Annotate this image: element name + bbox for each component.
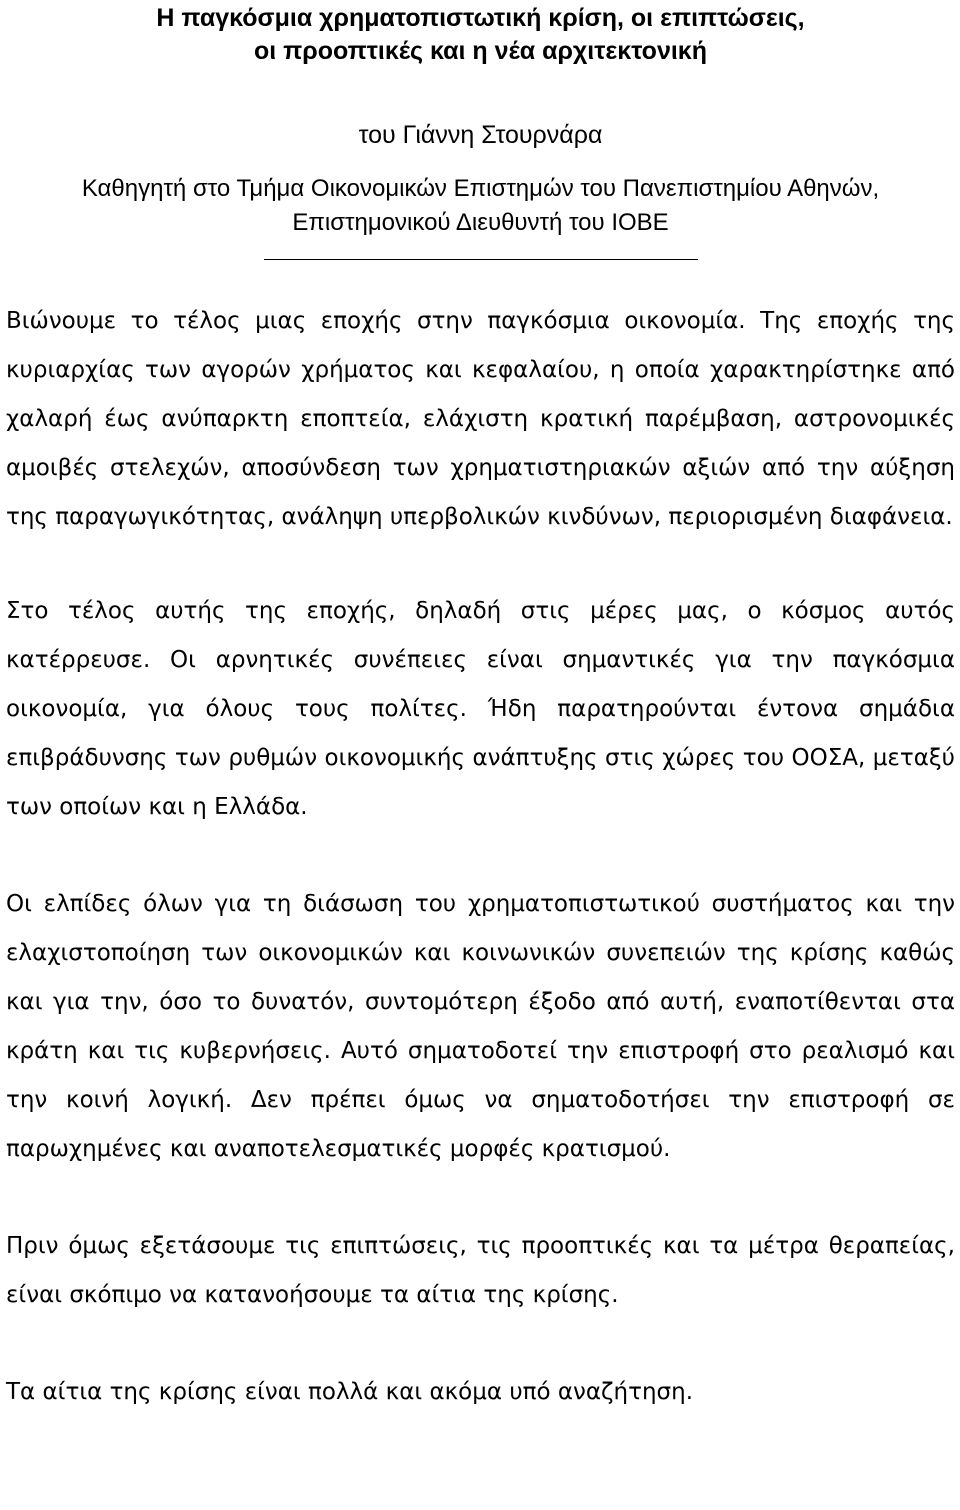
title-line-1: Η παγκόσμια χρηματοπιστωτική κρίση, οι επιπτώσεις, <box>156 4 805 32</box>
paragraph-4: Πριν όμως εξετάσουμε τις επιπτώσεις, τις προοπτικές και τα μέτρα θεραπείας, είναι σκόπιμο να κατανοήσουμε τα αίτια της κρίσης. <box>6 1233 955 1308</box>
author-line: του Γιάννη Στουρνάρα <box>358 121 603 149</box>
paragraph-5: Τα αίτια της κρίσης είναι πολλά και ακόμα υπό αναζήτηση. <box>6 1379 694 1405</box>
paragraph-2: Στο τέλος αυτής της εποχής, δηλαδή στις μέρες μας, ο κόσμος αυτός κατέρρευσε. Οι αρνητικές συνέπειες είναι σημαντικές για την παγκόσμια οικονομία, για όλους τους πολίτες. Ήδη παρατηρούνται έντονα σημάδια επιβράδυνσης των ρυθμών οικονομικής ανάπτυξης στις χώρες του ΟΟΣΑ, μεταξύ των οποίων και η Ελλάδα. <box>6 598 955 820</box>
separator-rule <box>264 259 698 260</box>
author-affiliation <box>6 172 955 240</box>
affiliation-line-1: Καθηγητή στο Τμήμα Οικονομικών Επιστημών του Πανεπιστημίου Αθηνών, <box>81 175 880 202</box>
document-title <box>6 0 955 68</box>
affiliation-line-2: Επιστημονικού Διευθυντή του ΙΟΒΕ <box>292 209 669 236</box>
document-page <box>6 0 955 1417</box>
paragraph-1: Βιώνουμε το τέλος μιας εποχής στην παγκόσμια οικονομία. Της εποχής της κυριαρχίας των αγορών χρήματος και κεφαλαίου, η οποία χαρακτηρίστηκε από χαλαρή έως ανύπαρκτη εποπτεία, ελάχιστη κρατική παρέμβαση, αστρονομικές αμοιβές στελεχών, αποσύνδεση των χρηματιστηριακών αξιών από την αύξηση της παραγωγικότητας, ανάληψη υπερβολικών κινδύνων, περιορισμένη διαφάνεια. <box>6 308 955 530</box>
title-line-2: οι προοπτικές και η νέα αρχιτεκτονική <box>253 37 708 65</box>
paragraph-3: Οι ελπίδες όλων για τη διάσωση του χρηματοπιστωτικού συστήματος και την ελαχιστοποίηση των οικονομικών και κοινωνικών συνεπειών της κρίσης καθώς και για την, όσο το δυνατόν, συντομότερη έξοδο από αυτή, εναποτίθενται στα κράτη και τις κυβερνήσεις. Αυτό σηματοδοτεί την επιστροφή στο ρεαλισμό και την κοινή λογική. Δεν πρέπει όμως να σηματοδοτήσει την επιστροφή σε παρωχημένες και αναποτελεσματικές μορφές κρατισμού. <box>6 891 955 1162</box>
